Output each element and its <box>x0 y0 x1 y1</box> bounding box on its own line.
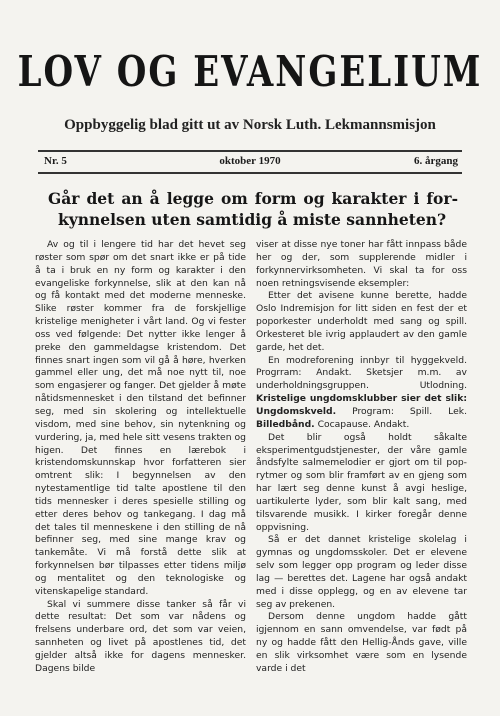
right-paragraph-3 <box>256 355 467 432</box>
right-paragraph-5: Så er det dannet kristelige skolelag i gymnas og ungdomsskoler. Det er elevene selv som legger opp program og leder disse lag — berettes det. Lagene har også andakt med i disse opplegg, og en av elevene tar seg av prekenen. <box>256 534 467 610</box>
program-items: Program: Spill. Lek. <box>352 405 468 417</box>
right-paragraph-1: viser at disse nye toner har fått innpass både her og der, som supplerende midler i forkynnervirksomheten. Vi skal ta for oss noen retningsvisende eksempler: <box>256 239 467 289</box>
masthead-title: LOV OG EVANGELIUM <box>17 47 483 97</box>
program-filmstrip: Billedbånd. <box>256 418 315 430</box>
program-intro: En modreforening innbyr til hyggekveld. Progrram: Andakt. Sketsjer m.m. av underholdningsgruppen. Utlodning. <box>256 354 467 392</box>
right-paragraph-4: Det blir også holdt såkalte eksperimentgudstjenester, der våre gamle åndsfylte salmemelodier er gjort om til pop-rytmer og som blir framført av en gjeng som har lært seg denne kunst å avgi heslige, uartikulerte lyder, som blir kalt sang, med tilsvarende musikk. I kirker foregår denne oppvisning. <box>256 431 467 533</box>
right-paragraph-2: Etter det avisene kunne berette, hadde Oslo Indremisjon for litt siden en fest der et poporkester underholdt med sang og spill. Orkesteret ble ivrig applaudert av den gamle garde, het det. <box>256 290 467 353</box>
program-youth-evening: Ungdomskveld. <box>256 405 337 417</box>
masthead-subtitle: Oppbyggelig blad gitt ut av Norsk Luth. Lekmannsmisjon <box>64 117 436 133</box>
headline <box>48 188 458 230</box>
right-column <box>256 239 467 676</box>
issue-date: oktober 1970 <box>219 155 281 167</box>
left-paragraph-1: Av og til i lengere tid har det hevet seg røster som spør om det snart ikke er på tide å ta i bruk en ny form og karakter i den evangeliske forkynnelse, slik at den kan nå og få kontakt med det moderne menneske. Slike røster kommer fra de forskjellige kristelige menigheter i vårt land. Og vi fester oss ved følgende: Det nytter ikke lenger å preke den gammeldagse kristendom. Det finnes snart ingen som vil gå å høre, hverken gammel eller ung, det må noe nytt til, noe som engasjerer og fanger. Det gjelder å møte nåtidsmennesket i den tilstand det befinner seg, med sin skolering og intellektuelle visdom, med sine behov, sin nytenkning og vurdering, ja, med hele sitt vesens trakten og higen. Det finnes en lærebok i kristendomskunnskap hvor forfatteren sier omtrent slik: I begynnelsen av den nytestamentlige tid talte apostlene til den tids mennesker i deres spesielle stilling og etter deres behov og tankegang. I dag må det tales til menneskene i den stilling de nå befinner seg, med sine mange krav og tankemåte. Vi må forstå dette slik at forkynnelsen bør tilpasses etter tidens miljø og mentalitet og den teknologiske og vitenskapelige standard. <box>35 239 246 597</box>
program-end: Cocapause. Andakt. <box>317 418 410 430</box>
left-paragraph-2: Skal vi summere disse tanker så får vi dette resultat: Det som var nådens og frelsens underbare ord, det som var veien, sannheten og livet på apostlenes tid, det gjelder altså ikke for dagens mennesker. Dagens bilde <box>35 598 246 674</box>
headline-line-1: Går det an å legge om form og karakter i for- <box>48 189 458 208</box>
issue-number: Nr. 5 <box>44 155 67 167</box>
bottom-rule <box>38 172 462 174</box>
left-column <box>35 239 246 676</box>
program-clubs: Kristelige ungdomsklubber sier det slik: <box>256 393 467 405</box>
issue-volume: 6. årgang <box>414 155 458 167</box>
issue-bar <box>38 152 462 172</box>
headline-line-2: kynnelsen uten samtidig å miste sannheten? <box>58 210 447 229</box>
right-paragraph-6: Dersom denne ungdom hadde gått igjennom en sann omvendelse, var født på ny og hadde fått den Hellig-Ånds gave, ville en slik virksomhet være som en lysende varde i det <box>256 611 467 674</box>
